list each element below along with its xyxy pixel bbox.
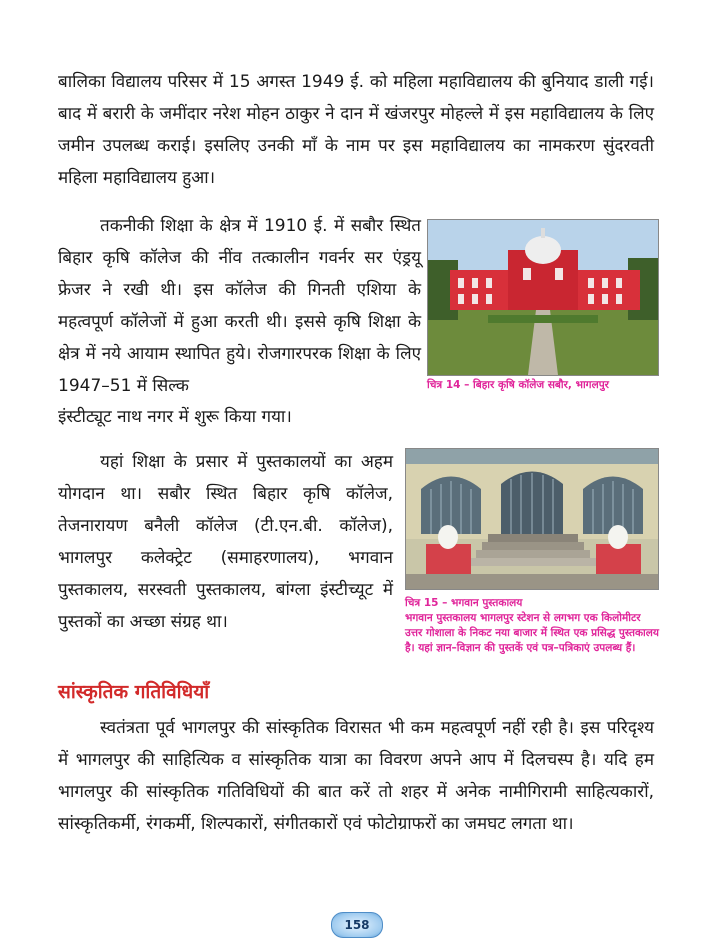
paragraph-sundarvati-college: बालिका विद्यालय परिसर में 15 अगस्त 1949 ई. को महिला महाविद्यालय की बुनियाद डाली गई। बाद में बरारी के जमींदार नरेश मोहन ठाकुर ने दान में खंजरपुर मोहल्ले में इस महाविद्यालय के लिए जमीन उपलब्ध कराई। इसलिए उनकी माँ के नाम पर इस महाविद्यालय का नामकरण सुंदरवती महिला महाविद्यालय हुआ। (58, 72, 654, 188)
bihar-agriculture-college-photo (427, 219, 659, 376)
page-number: 158 (331, 912, 383, 938)
figure-15-caption-title: चित्र 15 – भगवान पुस्तकालय (405, 597, 523, 609)
bhagwan-library-photo (405, 448, 659, 590)
figure-14-caption: चित्र 14 – बिहार कृषि कॉलेज सबौर, भागलपुर (427, 379, 609, 391)
paragraph-silk-institute: इंस्टीट्यूट नाथ नगर में शुरू किया गया। (58, 407, 292, 427)
section-heading-cultural-activities: सांस्कृतिक गतिविधियाँ (58, 681, 210, 703)
figure-15-caption (405, 596, 660, 656)
figure-15-caption-body: भगवान पुस्तकालय भागलपुर स्टेशन से लगभग एक किलोमीटर उत्तर गोशाला के निकट नया बाजार में स्थित एक प्रसिद्ध पुस्तकालय है। यहां ज्ञान–विज्ञान की पुस्तकें एवं पत्र–पत्रिकाएं उपलब्ध हैं। (405, 612, 659, 654)
paragraph-agriculture-college: तकनीकी शिक्षा के क्षेत्र में 1910 ई. में सबौर स्थित बिहार कृषि कॉलेज की नींव तत्कालीन गवर्नर सर एंड्रयू फ्रेजर ने रखी थी। इस कॉलेज की गिनती एशिया के महत्वपूर्ण कॉलेजों में हुआ करती थी। इससे कृषि शिक्षा के क्षेत्र में नये आयाम स्थापित हुये। रोजगारपरक शिक्षा के लिए 1947–51 में सिल्क (58, 216, 421, 396)
paragraph-libraries: यहां शिक्षा के प्रसार में पुस्तकालयों का अहम योगदान था। सबौर स्थित बिहार कृषि कॉलेज, तेजनारायण बनैली कॉलेज (टी.एन.बी. कॉलेज), भागलपुर कलेक्ट्रेट (समाहरणालय), भगवान पुस्तकालय, सरस्वती पुस्तकालय, बांग्ला इंस्टीच्यूट में पुस्तकों का अच्छा संग्रह था। (58, 452, 393, 632)
paragraph-cultural-heritage: स्वतंत्रता पूर्व भागलपुर की सांस्कृतिक विरासत भी कम महत्वपूर्ण नहीं रही है। इस परिदृश्य में भागलपुर की साहित्यिक व सांस्कृतिक यात्रा का विवरण अपने आप में दिलचस्प है। यदि हम भागलपुर की सांस्कृतिक गतिविधियों की बात करें तो शहर में अनेक नामीगिरामी साहित्यकारों, सांस्कृतिकर्मी, रंगकर्मी, शिल्पकारों, संगीतकारों एवं फोटोग्राफरों का जमघट लगता था। (58, 718, 654, 834)
